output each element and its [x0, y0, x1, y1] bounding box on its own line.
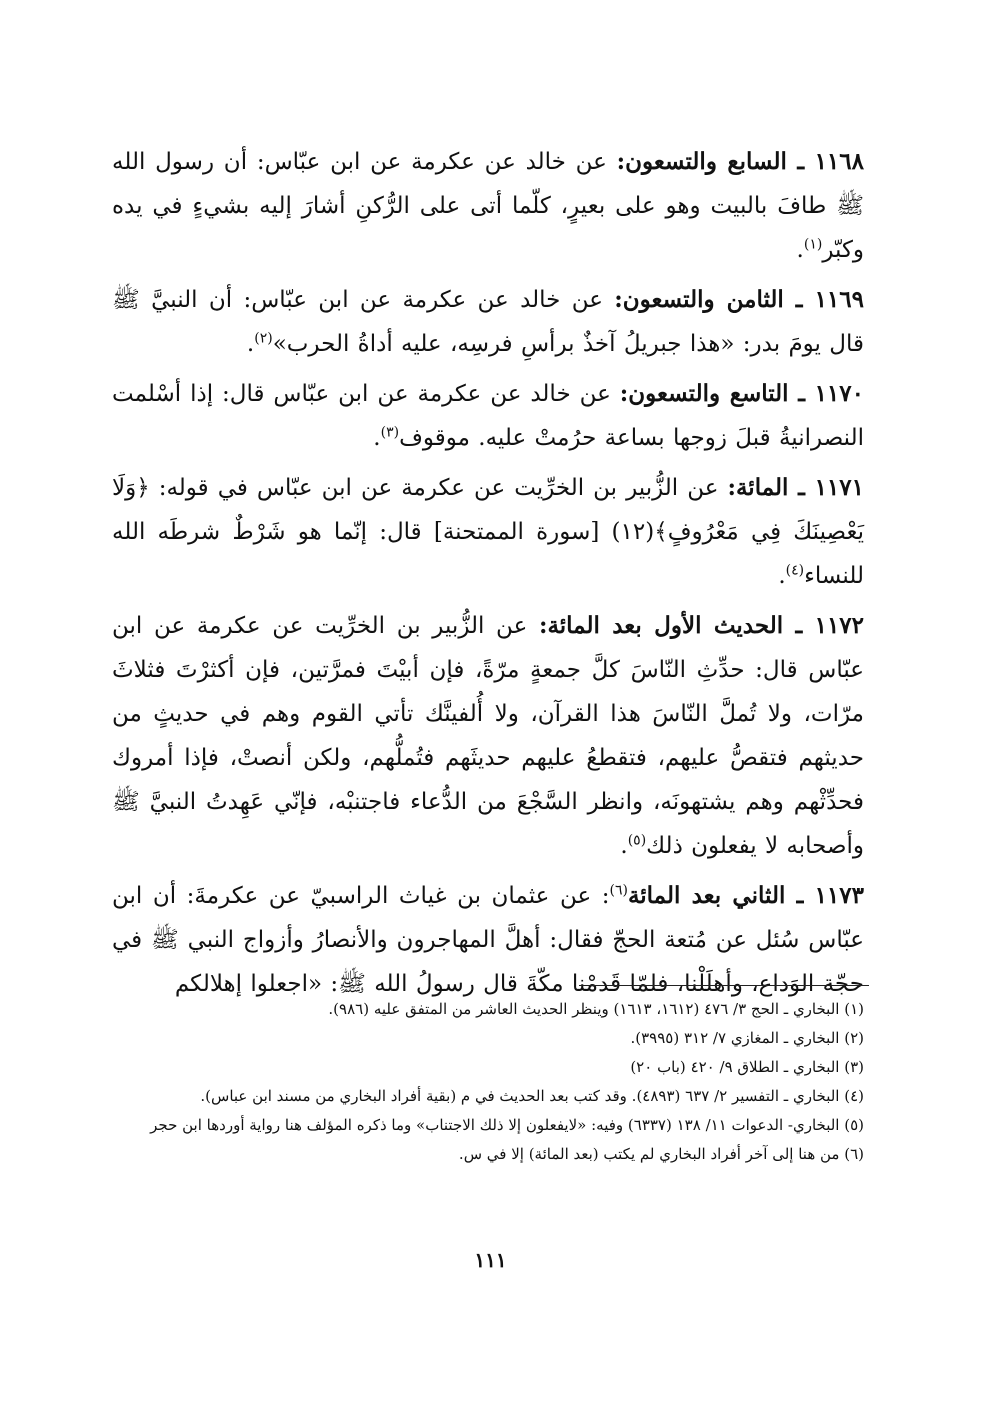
hadith-body: : عن عثمان بن غياث الراسبيّ عن عكرمةَ: أن ابن عبّاس سُئل عن مُتعة الحجّ فقال: أهلَّ المهاجرون والأنصارُ وأزواج النبي ﷺ في حجّة الوَداع، وأهلَلْنا، فلمّا قَدمْنا مكّةَ قال رسولُ الله ﷺ: «اجعلوا إهلالكم: [112, 883, 864, 997]
page-number: ١١١: [474, 1248, 507, 1272]
hadith-number: ١١٧٣: [814, 882, 864, 909]
footnote: (٤) البخاري ـ التفسير ٢/ ٦٣٧ (٤٨٩٣). وقد كتب بعد الحديث في م (بقية أفراد البخاري من مسند ابن عباس).: [200, 1087, 864, 1105]
footnote: (٣) البخاري ـ الطلاق ٩/ ٤٢٠ (باب ٢٠): [630, 1058, 864, 1076]
hadith-number: ١١٧٢: [814, 612, 865, 639]
footnote: (١) البخاري ـ الحج ٣/ ٤٧٦ (١٦١٢، ١٦١٣) وينظر الحديث العاشر من المتفق عليه (٩٨٦).: [328, 1000, 864, 1018]
hadith-1173: ١١٧٣ ـ الثاني بعد المائة$^{(٦)}$: عن عثمان بن غياث الراسبيّ عن عكرمةَ: أن ابن عبّاس سُئل عن مُتعة الحجّ فقال: أهلَّ المهاجرون والأنصارُ وأزواج النبي ﷺ في حجّة الوَداع، وأهلَلْنا، فلمّا قَدمْنا مكّةَ قال رسولُ الله ﷺ: «اجعلوا إهلالكم: [112, 882, 864, 997]
footnote-separator: [579, 985, 869, 986]
hadith-number: ١١٧١: [814, 474, 864, 501]
hadith-1168: ١١٦٨ ـ السابع والتسعون: عن خالد عن عكرمة عن ابن عبّاس: أن رسول الله ﷺ طافَ بالبيت وهو على بعيرٍ، كلّما أتى على الرُّكنِ أشارَ إليه بشيءٍ في يده وكبّر$^{(١)}$.: [112, 148, 864, 263]
hadith-1171: ١١٧١ ـ المائة: عن الزُّبير بن الخرِّيت عن عكرمة عن ابن عبّاس في قوله: ﴿وَلَا يَعْصِينَكَ فِي مَعْرُوفٍ﴾(١٢) [سورة الممتحنة] قال: إنّما هو شَرْطٌ شرطَه الله للنساء$^{(٤)}$.: [112, 474, 865, 589]
footnote-ref: (٦): [609, 882, 628, 899]
main-text: [112, 140, 864, 1012]
footnote-ref: (٣): [380, 424, 400, 441]
footnote-ref: (٢): [254, 330, 273, 347]
hadith-title: المائة:: [727, 474, 789, 501]
hadith-body: عن خالد عن عكرمة عن ابن عبّاس قال: إذا أسْلمت النصرانيةُ قبلَ زوجها بساعة حرُمتْ عليه. موقوف: [112, 381, 864, 451]
footnote-ref: (٥): [627, 832, 647, 849]
footnote: (٢) البخاري ـ المغازي ٧/ ٣١٢ (٣٩٩٥).: [630, 1029, 864, 1047]
footnote-ref: (١): [803, 236, 823, 253]
hadith-body: عن الزُّبير بن الخرِّيت عن عكرمة عن ابن عبّاس قال: حدِّثِ النّاسَ كلَّ جمعةٍ مرّةً، فإن أبيْتَ فمرَّتين، فإن أكثرْتَ فثلاثَ مرّات، ولا تُملَّ النّاسَ هذا القرآن، ولا أُلفينَّك تأتي القوم وهم في حديثٍ من حديثهم فتقصُّ عليهم، فتقطعُ عليهم حديثَهم فتُملُّهم، ولكن أنصتْ، فإذا أمروك فحدِّثْهم وهم يشتهونَه، وانظر السَّجْعَ من الدُّعاء فاجتنبْه، فإنّي عَهِدتُ النبيَّ ﷺ وأصحابه لا يفعلون ذلك: [112, 613, 864, 859]
footnote: (٦) من هنا إلى آخر أفراد البخاري لم يكتب (بعد المائة) إلا في س.: [458, 1145, 864, 1163]
hadith-number: ١١٦٩: [814, 286, 864, 313]
hadith-1172: ١١٧٢ ـ الحديث الأول بعد المائة: عن الزُّبير بن الخرِّيت عن عكرمة عن ابن عبّاس قال: حدِّثِ النّاسَ كلَّ جمعةٍ مرّةً، فإن أبيْتَ فمرَّتين، فإن أكثرْتَ فثلاثَ مرّات، ولا تُملَّ النّاسَ هذا القرآن، ولا أُلفينَّك تأتي القوم وهم في حديثٍ من حديثهم فتقصُّ عليهم، فتقطعُ عليهم حديثَهم فتُملُّهم، ولكن أنصتْ، فإذا أمروك فحدِّثْهم وهم يشتهونَه، وانظر السَّجْعَ من الدُّعاء فاجتنبْه، فإنّي عَهِدتُ النبيَّ ﷺ وأصحابه لا يفعلون ذلك$^{(٥)}$.: [112, 612, 865, 859]
hadith-title: الحديث الأول بعد المائة:: [538, 612, 784, 639]
footnote: (٥) البخاري- الدعوات ١١/ ١٣٨ (٦٣٣٧) وفيه: «لايفعلون إلا ذلك الاجتناب» وما ذكره المؤلف هنا رواية أوردها ابن حجر: [150, 1116, 864, 1134]
hadith-body: عن خالد عن عكرمة عن ابن عبّاس: أن النبيَّ ﷺ قال يومَ بدر: «هذا جبريلُ آخذٌ برأسِ فرسِه، عليه أداةُ الحرب»: [112, 287, 864, 357]
hadith-number: ١١٧٠: [814, 380, 864, 407]
footnote-ref: (٤): [785, 562, 805, 579]
hadith-title: الثامن والتسعون:: [614, 286, 784, 313]
hadith-1170: ١١٧٠ ـ التاسع والتسعون: عن خالد عن عكرمة عن ابن عبّاس قال: إذا أسْلمت النصرانيةُ قبلَ زوجها بساعة حرُمتْ عليه. موقوف$^{(٣)}$.: [112, 380, 864, 451]
hadith-body: عن خالد عن عكرمة عن ابن عبّاس: أن رسول الله ﷺ طافَ بالبيت وهو على بعيرٍ، كلّما أتى على الرُّكنِ أشارَ إليه بشيءٍ في يده وكبّر: [112, 149, 864, 263]
hadith-number: ١١٦٨: [814, 148, 864, 175]
hadith-1169: ١١٦٩ ـ الثامن والتسعون: عن خالد عن عكرمة عن ابن عبّاس: أن النبيَّ ﷺ قال يومَ بدر: «هذا جبريلُ آخذٌ برأسِ فرسِه، عليه أداةُ الحرب»$^{(٢)}$.: [112, 286, 864, 357]
footnotes: [112, 996, 864, 1170]
hadith-body: عن الزُّبير بن الخرِّيت عن عكرمة عن ابن عبّاس في قوله: ﴿وَلَا يَعْصِينَكَ فِي مَعْرُوفٍ﴾(١٢) [سورة الممتحنة] قال: إنّما هو شَرْطٌ شرطَه الله للنساء: [112, 475, 865, 589]
hadith-title: السابع والتسعون:: [616, 148, 787, 175]
hadith-title: التاسع والتسعون:: [619, 380, 789, 407]
hadith-title: الثاني بعد المائة: [627, 882, 786, 909]
